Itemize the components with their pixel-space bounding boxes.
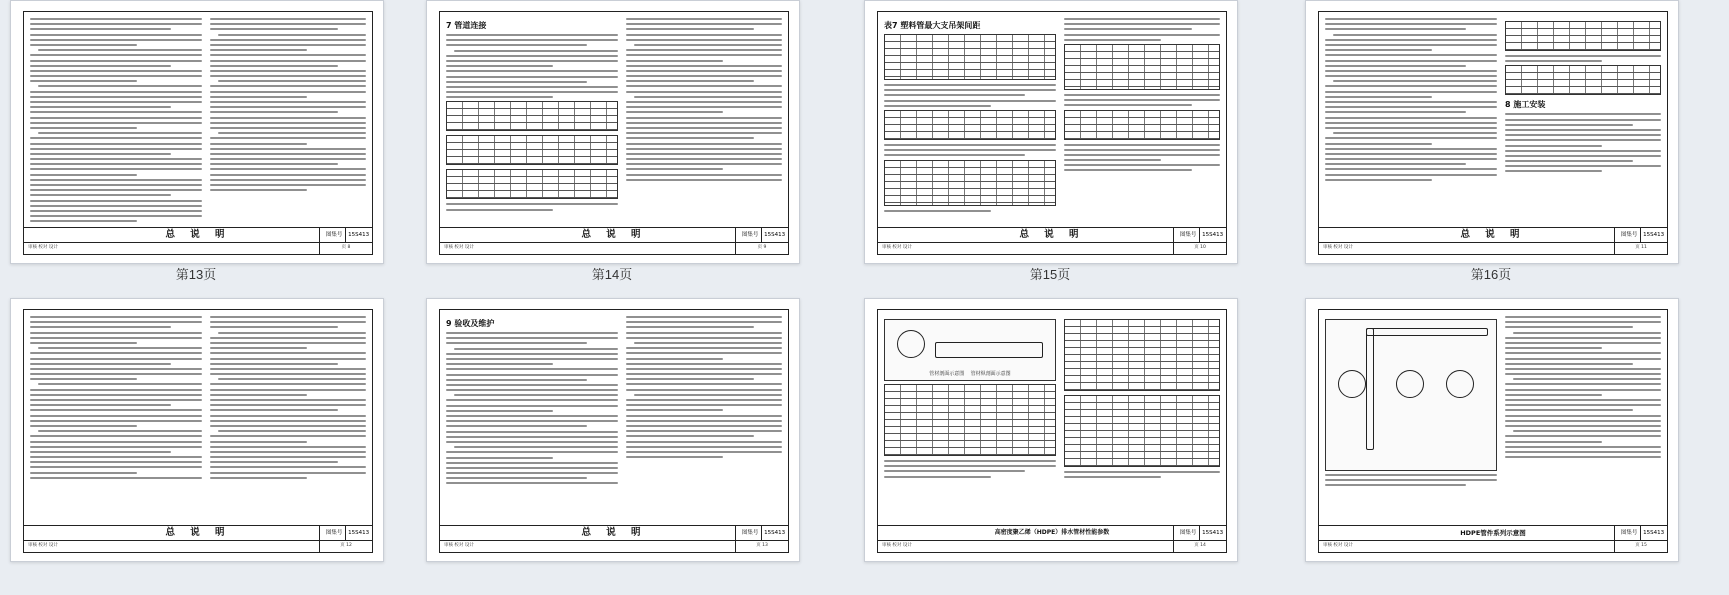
page-thumbnail-20[interactable] (1305, 298, 1679, 562)
pipe-profile-icon (935, 342, 1043, 358)
text-column-right (626, 18, 782, 224)
pipe-section-icon (1338, 370, 1366, 398)
atlas-code: 15S413 (1202, 530, 1224, 536)
sheet-title: 高密度聚乙烯（HDPE）排水管材性能参数 (878, 526, 1226, 541)
data-table (446, 169, 618, 199)
page-thumbnail-16[interactable] (1305, 0, 1679, 264)
page-caption: 第13页 (175, 267, 217, 282)
sheet-page-no: 8 (347, 245, 351, 250)
title-block: 总 说 明 图集号 15S413 审核 校对 设计 页 13 (440, 525, 788, 552)
figure-caption: 管材纵剖面示意图 (970, 371, 1011, 377)
page-thumbnail-19[interactable] (864, 298, 1238, 562)
text-column-right (626, 316, 782, 522)
title-block: 高密度聚乙烯（HDPE）排水管材性能参数 图集号 15S413 审核 校对 设计 页 14 (878, 525, 1226, 552)
title-block: 总 说 明 图集号 15S413 审核 校对 设计 页 11 (1319, 227, 1667, 254)
title-block: HDPE管件系列示意图 图集号 15S413 审核 校对 设计 页 15 (1319, 525, 1667, 552)
page-thumbnail-18[interactable] (426, 298, 800, 562)
text-column-right (210, 316, 366, 522)
pipe-section-icon (897, 330, 925, 358)
atlas-code: 15S413 (348, 232, 370, 238)
figure-column (1325, 316, 1497, 522)
property-table (1064, 319, 1220, 391)
text-column-left (30, 18, 202, 224)
atlas-code: 15S413 (348, 530, 370, 536)
sheet-title: 总 说 明 (440, 526, 788, 541)
sheet-title: 总 说 明 (1319, 228, 1667, 243)
atlas-code: 15S413 (764, 232, 786, 238)
data-table (1064, 44, 1220, 90)
sheet-page-no: 11 (1641, 245, 1647, 250)
page-caption: 第16页 (1470, 267, 1512, 282)
text-column-right (210, 18, 366, 224)
page-caption: 第14页 (591, 267, 633, 282)
page-thumbnail-13[interactable] (10, 0, 384, 264)
figure-column (884, 316, 1056, 522)
drawing-frame (1318, 11, 1668, 255)
section-heading: 7 管道连接 (446, 21, 487, 30)
drawing-frame (23, 11, 373, 255)
data-table (1505, 21, 1661, 51)
sheet-page-no: 9 (763, 245, 767, 250)
table-heading: 表7 塑料管最大支吊架间距 (884, 21, 981, 30)
drawing-frame (877, 309, 1227, 553)
sheet-title: 总 说 明 (24, 228, 372, 243)
pipe-section-icon (1396, 370, 1424, 398)
atlas-code: 15S413 (1643, 232, 1665, 238)
page-thumbnail-14[interactable] (426, 0, 800, 264)
sheet-page-no: 10 (1200, 245, 1206, 250)
sheet-title: 总 说 明 (440, 228, 788, 243)
text-column-left (446, 316, 618, 522)
data-table (884, 160, 1056, 206)
data-table (1064, 110, 1220, 140)
data-table (1505, 65, 1661, 95)
text-column-left (1325, 18, 1497, 224)
text-column-left (30, 316, 202, 522)
data-table (446, 135, 618, 165)
sheet-page-no: 13 (762, 543, 768, 548)
page-thumbnail-15[interactable] (864, 0, 1238, 264)
title-block: 总 说 明 图集号 15S413 审核 校对 设计 页 10 (878, 227, 1226, 254)
text-column-right (1505, 18, 1661, 224)
sheet-title: 总 说 明 (878, 228, 1226, 243)
text-column-left (446, 18, 618, 224)
pipe-profile-icon (1366, 328, 1488, 336)
title-block: 总 说 明 图集号 15S413 审核 校对 设计 页 12 (24, 525, 372, 552)
drawing-frame (439, 309, 789, 553)
text-column-right (1064, 316, 1220, 522)
drawing-frame (23, 309, 373, 553)
sheet-page-no: 15 (1641, 543, 1647, 548)
page-thumbnail-17[interactable] (10, 298, 384, 562)
pipe-figure (884, 319, 1056, 381)
sheet-page-no: 12 (346, 543, 352, 548)
fittings-figure (1325, 319, 1497, 471)
figure-caption: 管材剖面示意图 (929, 371, 965, 377)
page-caption: 第15页 (1029, 267, 1071, 282)
section-heading: 9 验收及维护 (446, 319, 495, 328)
sheet-title: HDPE管件系列示意图 (1319, 526, 1667, 541)
atlas-code: 15S413 (1643, 530, 1665, 536)
title-block: 总 说 明 图集号 15S413 审核 校对 设计 页 9 (440, 227, 788, 254)
pipe-section-icon (1446, 370, 1474, 398)
data-table (884, 384, 1056, 456)
atlas-code: 15S413 (764, 530, 786, 536)
text-column-right (1064, 18, 1220, 224)
drawing-frame (1318, 309, 1668, 553)
data-table (446, 101, 618, 131)
sheet-page-no: 14 (1200, 543, 1206, 548)
pipe-profile-icon (1366, 328, 1374, 450)
text-column-left (884, 18, 1056, 224)
data-table (884, 110, 1056, 140)
property-table (1064, 395, 1220, 467)
text-column-right (1505, 316, 1661, 522)
atlas-code: 15S413 (1202, 232, 1224, 238)
title-block: 总 说 明 图集号 15S413 审核 校对 设计 页 8 (24, 227, 372, 254)
section-heading: 8 施工安装 (1505, 100, 1546, 110)
sheet-title: 总 说 明 (24, 526, 372, 541)
data-table (884, 34, 1056, 80)
drawing-frame (877, 11, 1227, 255)
drawing-frame (439, 11, 789, 255)
